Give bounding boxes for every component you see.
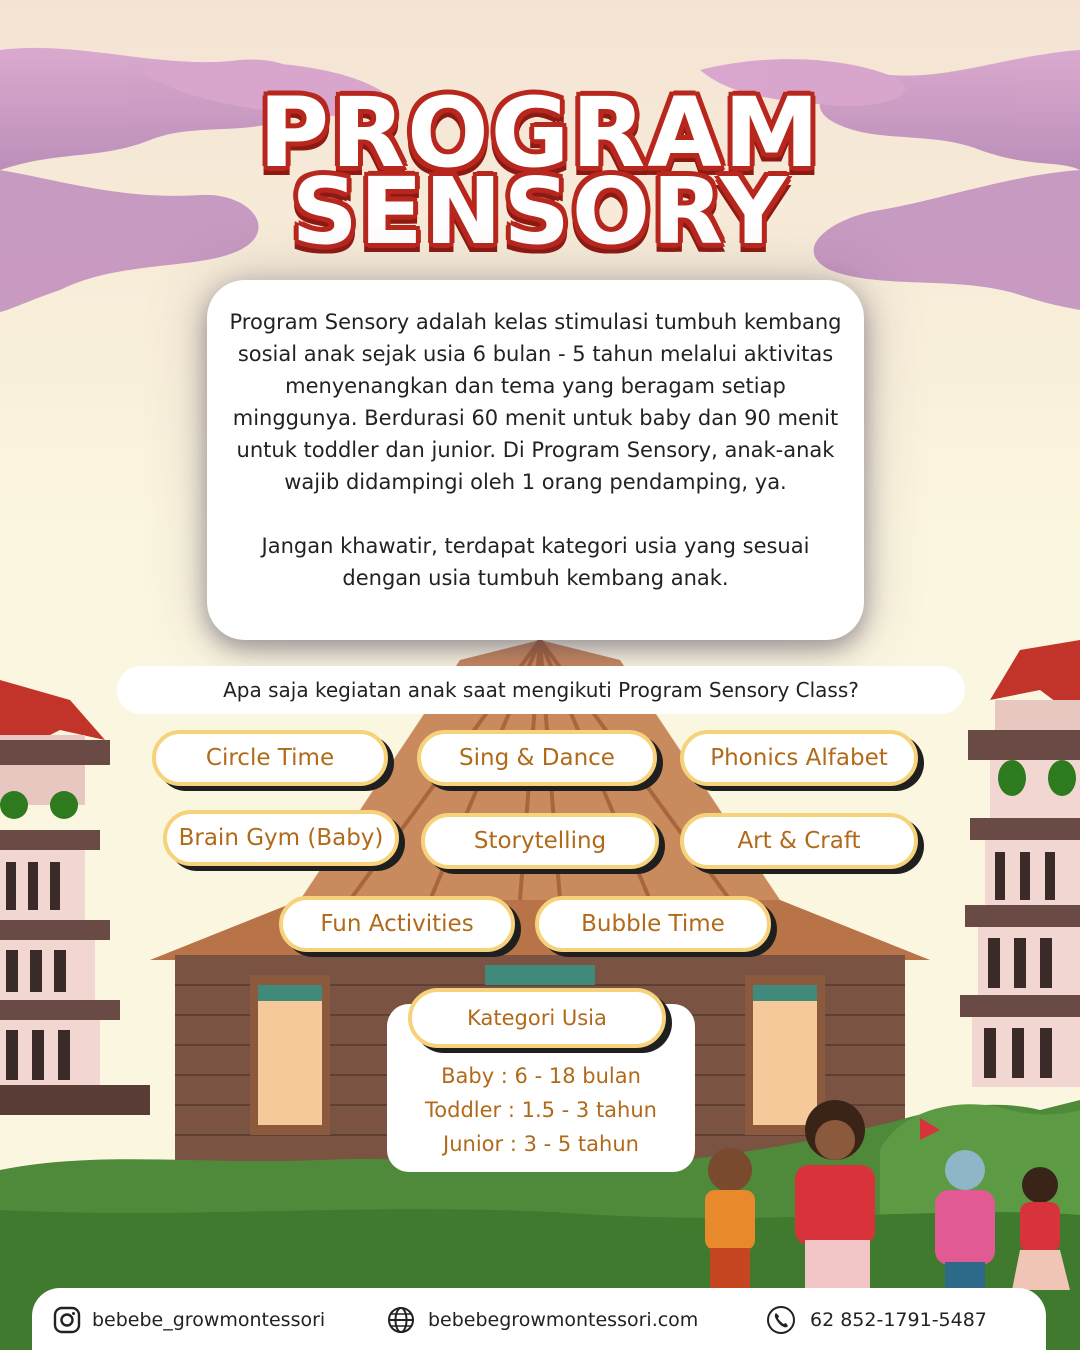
age-category-label: Kategori Usia [408, 988, 666, 1048]
instagram-icon [52, 1305, 82, 1335]
activity-pill-sing-dance: Sing & Dance [417, 730, 657, 786]
footer-instagram[interactable]: bebebe_growmontessori [92, 1309, 326, 1331]
globe-icon [386, 1305, 416, 1335]
age-line-junior: Junior : 3 - 5 tahun [443, 1132, 639, 1156]
activity-pill-fun-activities: Fun Activities [279, 896, 515, 952]
age-line-baby: Baby : 6 - 18 bulan [441, 1064, 641, 1088]
activity-pill-circle-time: Circle Time [152, 730, 388, 786]
description-card [207, 280, 864, 640]
activities-question: Apa saja kegiatan anak saat mengikuti Program Sensory Class? [117, 666, 965, 714]
activity-pill-art-craft: Art & Craft [680, 813, 918, 869]
activity-pill-bubble-time: Bubble Time [535, 896, 771, 952]
title-line-1: PROGRAM [258, 77, 822, 189]
activity-pill-storytelling: Storytelling [421, 813, 659, 869]
description-paragraph-1: Program Sensory adalah kelas stimulasi tumbuh kembang sosial anak sejak usia 6 bulan - 5 tahun melalui aktivitas menyenangkan dan tema yang beragam setiap minggunya. Berdurasi 60 menit untuk baby dan 90 menit untuk toddler dan junior. Di Program Sensory, anak-anak wajib didampingi oleh 1 orang pendamping, ya. [229, 310, 842, 494]
footer-phone[interactable]: 62 852-1791-5487 [810, 1309, 987, 1331]
footer-website[interactable]: bebebegrowmontessori.com [428, 1309, 699, 1331]
age-line-toddler: Toddler : 1.5 - 3 tahun [425, 1098, 657, 1122]
activity-pill-brain-gym: Brain Gym (Baby) [163, 810, 399, 866]
description-paragraph-2: Jangan khawatir, terdapat kategori usia yang sesuai dengan usia tumbuh kembang anak. [261, 534, 810, 590]
phone-icon [766, 1305, 796, 1335]
title-line-2: SENSORY [291, 158, 789, 265]
activity-pill-phonics-alfabet: Phonics Alfabet [680, 730, 918, 786]
